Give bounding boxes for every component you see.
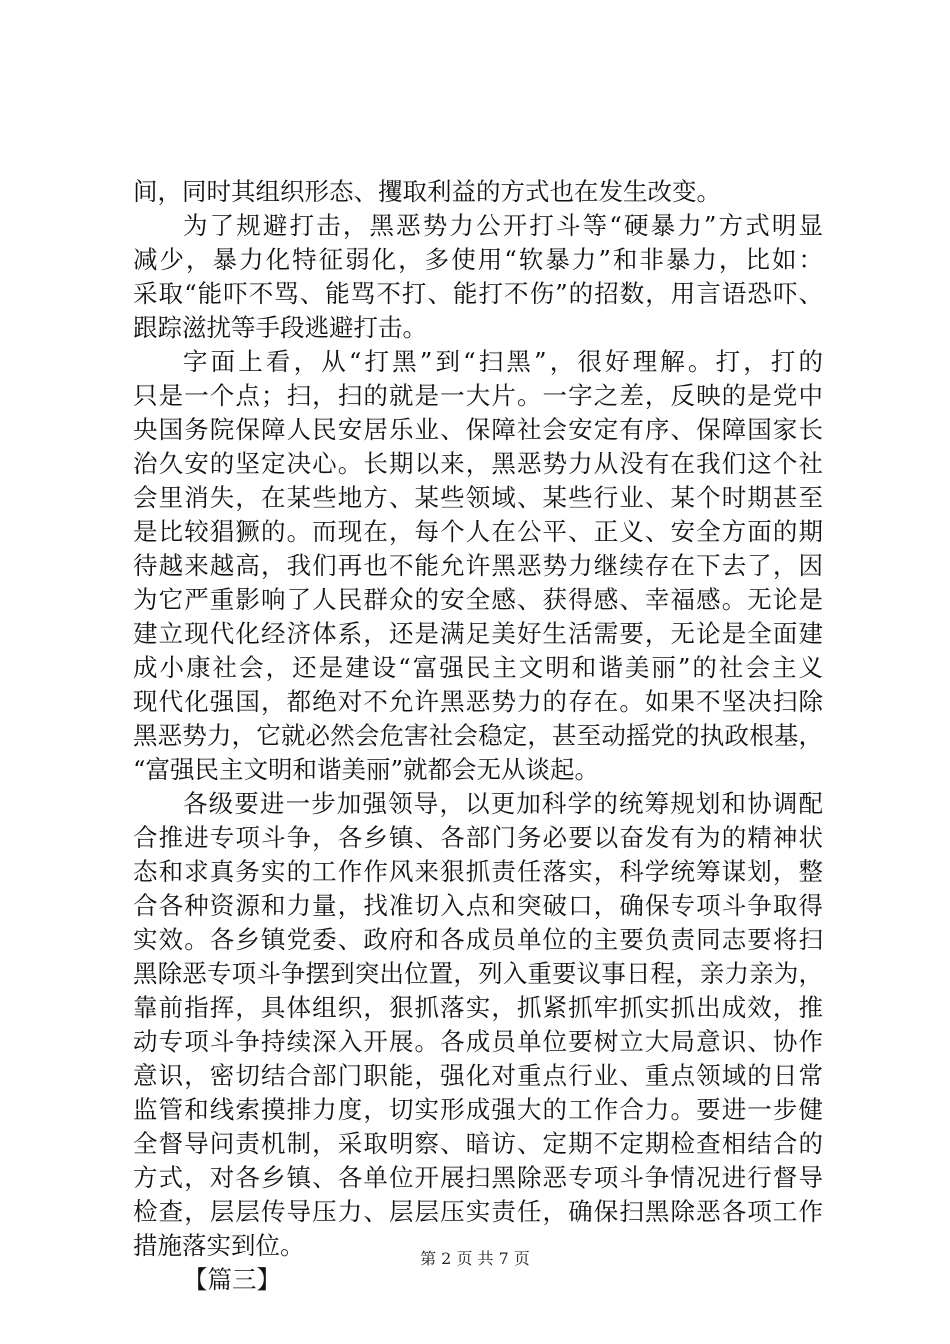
- text-line: 跟踪滋扰等手段逃避打击。: [133, 313, 427, 342]
- text-line: 靠前指挥，具体组织，狠抓落实，抓紧抓牢抓实抓出成效，推: [133, 993, 823, 1022]
- text-line: 意识，密切结合部门职能，强化对重点行业、重点领域的日常: [133, 1061, 823, 1090]
- text-line: 合推进专项斗争，各乡镇、各部门务必要以奋发有为的精神状: [133, 823, 823, 852]
- text-line: 现代化强国，都绝对不允许黑恶势力的存在。如果不坚决扫除: [133, 687, 823, 716]
- text-line: 黑恶势力，它就必然会危害社会稳定，甚至动摇党的执政根基，: [133, 721, 823, 750]
- text-line: 实效。各乡镇党委、政府和各成员单位的主要负责同志要将扫: [133, 925, 823, 954]
- text-line: 方式，对各乡镇、各单位开展扫黑除恶专项斗争情况进行督导: [133, 1163, 823, 1192]
- text-line: 建立现代化经济体系，还是满足美好生活需要，无论是全面建: [133, 619, 823, 648]
- text-line: 检查，层层传导压力、层层压实责任，确保扫黑除恶各项工作: [133, 1197, 823, 1226]
- text-line: 黑除恶专项斗争摆到突出位置，列入重要议事日程，亲力亲为，: [133, 959, 823, 988]
- page-number-footer: 第 2 页 共 7 页: [420, 1249, 530, 1268]
- text-line: 合各种资源和力量，找准切入点和突破口，确保专项斗争取得: [133, 891, 823, 920]
- text-line: 监管和线索摸排力度，切实形成强大的工作合力。要进一步健: [133, 1095, 823, 1124]
- text-line: 动专项斗争持续深入开展。各成员单位要树立大局意识、协作: [133, 1027, 823, 1056]
- text-line: 央国务院保障人民安居乐业、保障社会安定有序、保障国家长: [133, 415, 823, 444]
- text-line: 为它严重影响了人民群众的安全感、获得感、幸福感。无论是: [133, 585, 823, 614]
- text-line: 各级要进一步加强领导，以更加科学的统筹规划和协调配: [183, 789, 823, 818]
- text-line: 减少，暴力化特征弱化，多使用“软暴力”和非暴力，比如：: [133, 245, 823, 274]
- text-line: “富强民主文明和谐美丽”就都会无从谈起。: [133, 755, 600, 784]
- text-line: 会里消失，在某些地方、某些领域、某些行业、某个时期甚至: [133, 483, 823, 512]
- text-line: 只是一个点；扫，扫的就是一大片。一字之差，反映的是党中: [133, 381, 823, 410]
- text-line: 成小康社会，还是建设“富强民主文明和谐美丽”的社会主义: [133, 653, 823, 682]
- text-line: 【篇三】: [183, 1265, 281, 1294]
- text-line: 为了规避打击，黑恶势力公开打斗等“硬暴力”方式明显: [183, 211, 823, 240]
- text-line: 全督导问责机制，采取明察、暗访、定期不定期检查相结合的: [133, 1129, 823, 1158]
- text-line: 治久安的坚定决心。长期以来，黑恶势力从没有在我们这个社: [133, 449, 823, 478]
- text-line: 字面上看，从“打黑”到“扫黑”，很好理解。打，打的: [183, 347, 823, 376]
- text-line: 是比较猖獗的。而现在，每个人在公平、正义、安全方面的期: [133, 517, 823, 546]
- text-line: 间，同时其组织形态、攫取利益的方式也在发生改变。: [133, 177, 721, 206]
- text-line: 待越来越高，我们再也不能允许黑恶势力继续存在下去了，因: [133, 551, 823, 580]
- text-line: 措施落实到位。: [133, 1231, 305, 1260]
- document-body: [133, 175, 823, 1297]
- text-line: 采取“能吓不骂、能骂不打、能打不伤”的招数，用言语恐吓、: [133, 279, 823, 308]
- text-line: 态和求真务实的工作作风来狠抓责任落实，科学统筹谋划，整: [133, 857, 823, 886]
